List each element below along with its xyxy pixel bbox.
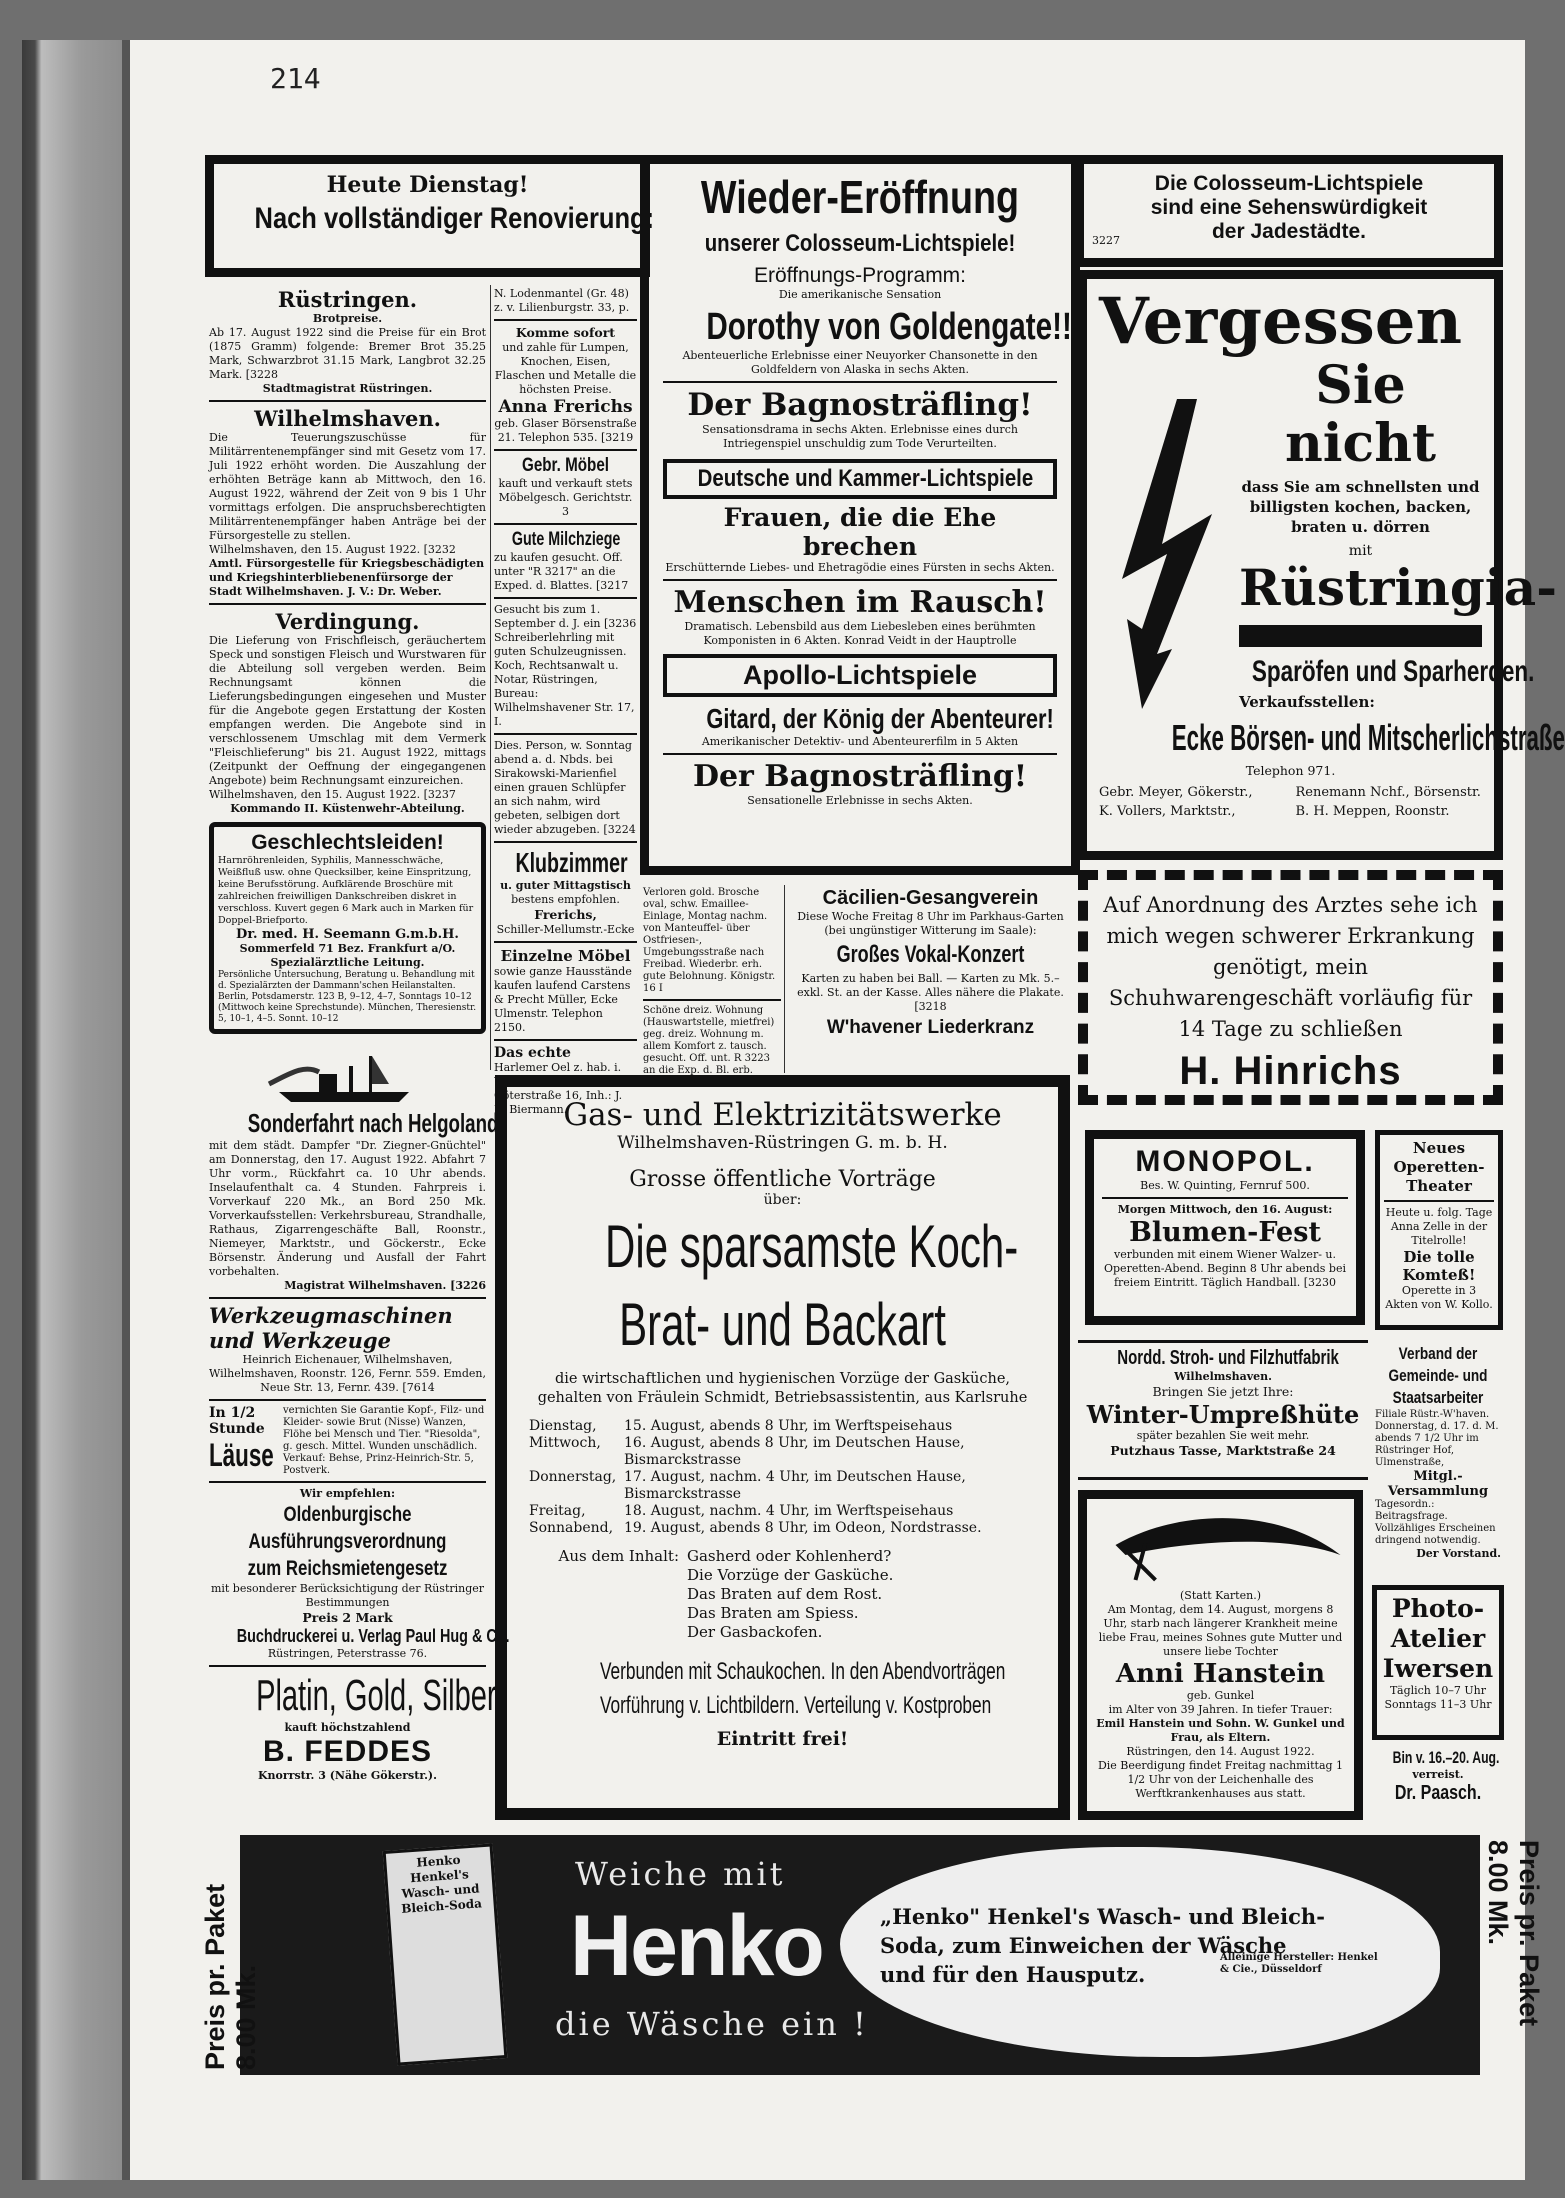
- notice-title: Wilhelmshaven.: [254, 406, 441, 431]
- vergessen-title: Vergessen: [1099, 284, 1462, 359]
- notice-sign: Amtl. Fürsorgestelle für Kriegsbeschädigten und Kriegshinterbliebenenfürsorge der Stadt Wilhelmshaven. J. V.: Dr. Weber.: [209, 557, 485, 598]
- notice-date: Wilhelmshaven, den 15. August 1922. [3237: [209, 788, 456, 801]
- union-meeting: Mitgl.-Versammlung: [1387, 1469, 1489, 1499]
- with-word: mit: [1348, 543, 1373, 559]
- operetta-text: Heute u. folg. Tage Anna Zelle in der Titelrolle!: [1385, 1206, 1493, 1247]
- classifieds-block: [640, 885, 785, 1076]
- sellers-label: Verkaufsstellen:: [1239, 693, 1375, 711]
- hat-place: Wilhelmshaven.: [1174, 1370, 1272, 1383]
- henko-maker: Alleinige Hersteller: Henkel & Cie., Düsseldorf: [1220, 1952, 1378, 1975]
- film-description: Dramatisch. Lebensbild aus dem Liebesleben eines berühmten Komponisten in 6 Akten. Konrad Veidt in der Hauptrolle: [684, 620, 1036, 647]
- steamship-icon: [209, 1044, 486, 1104]
- hat-item: Winter-Umpreßhüte: [1086, 1400, 1360, 1429]
- studio-title: Photo-: [1391, 1594, 1485, 1623]
- away-sub: verreist.: [1412, 1768, 1464, 1781]
- choir-sign: W'havener Liederkranz: [826, 1017, 1035, 1038]
- gas-headline: Brat- und Backart: [619, 1291, 946, 1358]
- henko-bottom: die Wäsche ein !: [555, 2005, 869, 2043]
- operetta-title: Neues Operetten-Theater: [1393, 1139, 1485, 1195]
- book-text: mit besonderer Berücksichtigung der Rüstringer Bestimmungen: [210, 1582, 485, 1609]
- classified: N. Lodenmantel (Gr. 48) z. v. Lilienburgstr. 33, p.: [494, 287, 630, 314]
- monopol-ad: [1085, 1130, 1365, 1325]
- renovation-line: Nach vollständiger Renovierung:: [254, 202, 655, 235]
- colosseum-line: sind eine Sehenswürdigkeit: [1150, 196, 1428, 219]
- contents-list: [687, 1547, 893, 1642]
- obituary-age: im Alter von 39 Jahren. In tiefer Trauer:: [1108, 1703, 1333, 1716]
- schedule-row: [529, 1469, 1036, 1503]
- obituary-born: geb. Gunkel: [1186, 1689, 1255, 1702]
- obituary-family: Emil Hanstein und Sohn. W. Gunkel und Frau, als Eltern.: [1096, 1717, 1345, 1744]
- classified: Schiller-Mellumstr.-Ecke: [496, 923, 635, 936]
- film-description: Sensationelle Erlebnisse in sechs Akten.: [747, 794, 973, 807]
- notice-subtitle: Brotpreise.: [312, 312, 383, 325]
- cinema-reopening-ad: [640, 155, 1080, 875]
- clinic-lead: Spezialärztliche Leitung.: [270, 956, 425, 969]
- henko-top: Weiche mit: [575, 1855, 786, 1893]
- hinrichs-name: H. Hinrichs: [1179, 1049, 1402, 1093]
- publisher-address: Rüstringen, Peterstrasse 76.: [267, 1647, 428, 1660]
- sensation-line: Die amerikanische Sensation: [778, 288, 942, 301]
- lecture-schedule: [529, 1418, 1036, 1537]
- classified: Harlemer Oel z. hab. i. Wilhelmsh. Sanitätshaus Göterstraße 16, Inh.: J. K. Biermann.: [494, 1061, 632, 1116]
- union-text: Tagesordn.: Beitragsfrage. Vollzähliges Erscheinen dringend notwendig.: [1375, 1499, 1496, 1546]
- film-title: Der Bagnosträfling!: [692, 759, 1028, 794]
- hat-footer: Putzhaus Tasse, Marktstraße 24: [1110, 1443, 1336, 1458]
- studio-title: Iwersen: [1382, 1654, 1494, 1683]
- colosseum-line: der Jadestädte.: [1211, 220, 1367, 243]
- doctor-away-notice: [1372, 1745, 1504, 1823]
- middle-column: [490, 285, 640, 1116]
- schedule-row: [529, 1418, 1036, 1435]
- monopol-fest: Blumen-Fest: [1129, 1217, 1321, 1248]
- seller: B. H. Meppen, Roonstr.: [1295, 804, 1450, 819]
- schedule-day: Dienstag,: [529, 1418, 597, 1434]
- notice-date: Wilhelmshaven, den 15. August 1922. [3232: [209, 543, 456, 556]
- union-ad: [1372, 1340, 1504, 1575]
- notice-sign: Stadtmagistrat Rüstringen.: [262, 382, 433, 395]
- palm-frond-icon: [1095, 1505, 1346, 1585]
- left-column: [205, 285, 510, 1840]
- obituary: [1078, 1490, 1363, 1820]
- vergessen-text: dass Sie am schnellsten und billigsten kochen, backen, braten u. dörren: [1241, 478, 1480, 536]
- studio-hours: Sonntags 11–3 Uhr: [1384, 1698, 1492, 1711]
- contents-item: Gasherd oder Kohlenherd?: [687, 1547, 892, 1565]
- photo-studio-ad: [1372, 1585, 1504, 1740]
- monopol-text: verbunden mit einem Wiener Walzer- u. Operetten-Abend. Beginn 8 Uhr abends bei freiem Eintritt. Täglich Handball. [3230: [1104, 1248, 1346, 1289]
- clinic-doctor: Dr. med. H. Seemann G.m.b.H.: [236, 927, 459, 942]
- hat-text: Bringen Sie jetzt Ihre:: [1152, 1384, 1294, 1399]
- monopol-owner: Bes. W. Quinting, Fernruf 500.: [1140, 1179, 1310, 1192]
- classified: zu kaufen gesucht. Off. unter "R 3217" an die Exped. d. Blattes. [3217: [494, 551, 629, 592]
- union-title: Verband der Gemeinde- und Staatsarbeiter: [1388, 1344, 1488, 1407]
- gas-footer: Vorführung v. Lichtbildern. Verteilung v. Kostproben: [599, 1692, 992, 1719]
- film-title: Dorothy von Goldengate!!: [706, 306, 1072, 348]
- contents-item: Der Gasbackofen.: [687, 1623, 823, 1641]
- classified: sowie ganze Hausstände kaufen laufend Carstens & Precht Müller, Ecke Ulmenstr. Telephon 2150.: [494, 965, 632, 1034]
- gas-text: die wirtschaftlichen und hygienischen Vorzüge der Gasküche, gehalten von Fräulein Schmidt, Betriebsassistentin, aus Karlsruhe: [537, 1371, 1028, 1406]
- tools-title: Werkzeugmaschinen: [209, 1303, 453, 1328]
- reopening-headline: Wieder-Eröffnung: [700, 171, 1020, 223]
- reopening-sub: unserer Colosseum-Lichtspiele!: [704, 230, 1016, 257]
- lice-head: In 1/2 Stunde: [209, 1405, 265, 1437]
- notice-text: Die Lieferung von Frischfleisch, geräuchertem Speck und sonstigen Fleisch und Wurstwaren für die Abteilung soll vergeben werden. Beim Rechnungsamt können die Lieferungsbedingungen eingesehen und Muster für die Angebote gegen Erstattung der Kosten empfangen werden. Die Angebote sind in verschlossenem Umschlag mit dem Vermerk "Fleischlieferung" bis 21. August 1922, mittags (Zeitpunkt der Oeffnung der eingegangenen Angebote) beim Rechnungsamt einzureichen.: [209, 634, 486, 787]
- clinic-place: Sommerfeld 71 Bez. Frankfurt a/O.: [239, 942, 456, 955]
- clinic-ad: [209, 822, 486, 1034]
- away-name: Dr. Paasch.: [1394, 1782, 1482, 1804]
- clinic-title: Geschlechtsleiden!: [251, 831, 444, 854]
- choir-text: Diese Woche Freitag 8 Uhr im Parkhaus-Garten (bei ungünstiger Witterung im Saale):: [797, 910, 1064, 937]
- vergessen-ad: [1078, 270, 1565, 860]
- film-description: Amerikanischer Detektiv- und Abenteurerfilm in 5 Akten: [701, 735, 1019, 748]
- film-description: Abenteuerliche Erlebnisse einer Neuyorker Chansonette in den Goldfeldern von Alaska in sechs Akten.: [682, 349, 1038, 376]
- monopol-line: Morgen Mittwoch, den 16. August:: [1117, 1203, 1333, 1216]
- notice-title: Rüstringen.: [277, 287, 418, 312]
- schedule-row: [529, 1435, 1036, 1469]
- classified-head: Komme sofort: [515, 325, 616, 340]
- ad-code: 3227: [1092, 234, 1120, 247]
- phone: Telephon 971.: [1245, 763, 1336, 778]
- classified: und zahle für Lumpen, Knochen, Eisen, Flaschen und Metalle die höchsten Preise.: [494, 341, 637, 396]
- notice-title: Verdingung.: [275, 609, 420, 634]
- gas-works-ad: [495, 1075, 1070, 1820]
- choir-title: Cäcilien-Gesangverein: [822, 887, 1039, 909]
- studio-hours: Täglich 10–7 Uhr: [1389, 1684, 1486, 1697]
- book-price: Preis 2 Mark: [302, 1610, 393, 1625]
- film-title: Menschen im Rausch!: [673, 585, 1047, 620]
- contents-item: Das Braten am Spiess.: [687, 1604, 859, 1622]
- film-title: Frauen, die die Ehe brechen: [723, 503, 997, 561]
- lice-text: vernichten Sie Garantie Kopf-, Filz- und Kleider- sowie Brut (Nisse) Wanzen, Flöhe bei Mensch und Tier. "Riesolda", g. gesch. Mittel. Wunden unschädlich. Verkauf: Behse, Prinz-Heinrich-Str. 5, Postverk.: [283, 1405, 485, 1476]
- classified: kauft und verkauft stets Möbelgesch. Gerichtstr. 3: [498, 477, 633, 518]
- hat-title: Nordd. Stroh- und Filzhutfabrik: [1117, 1347, 1339, 1369]
- henko-text: „Henko" Henkel's Wasch- und Bleich-: [880, 1904, 1325, 1929]
- classified-head: Einzelne Möbel: [500, 947, 631, 965]
- lightning-bolt-icon: [1117, 394, 1227, 714]
- feddes-name: B. FEDDES: [262, 1735, 433, 1768]
- gas-title: Gas- und Elektrizitätswerke: [563, 1097, 1002, 1133]
- notice-text: Die Teuerungszuschüsse für Militärrentenempfänger sind mit Gesetz vom 17. Juli 1922 erhöht worden. Die Auszahlung der erhöhten Beträge kann ab Mittwoch, den 16. August 1922, während der Zeit von 9 bis 1 Uhr vormittags erfolgen. Die anspruchsberechtigten Militärrentenempfänger haben Anträge bei der Fürsorgestelle zu stellen.: [209, 431, 486, 542]
- schedule-row: [529, 1520, 1036, 1537]
- page-number: 214: [270, 62, 321, 95]
- clinic-text: Harnröhrenleiden, Syphilis, Mannesschwäche, Weißfluß usw. ohne Quecksilber, keine Einspritzung, keine Berufsstörung. Aufklärende Broschüre mit zahlreichen freiwilligen Dankschreiben diskret in verschloss. Kuvert gegen 6 Mark auch in Marken für Doppel-Briefporto.: [218, 855, 474, 926]
- gas-sub: Wilhelmshaven-Rüstringen G. m. b. H.: [617, 1133, 948, 1153]
- seller: K. Vollers, Marktstr.,: [1099, 804, 1236, 819]
- classified: Schöne dreiz. Wohnung (Hauswartstelle, mietfrei) geg. dreiz. Wohnung m. allem Komfort z. tausch. gesucht. Off. unt. R 3223 an die Exp. d. Bl. erb.: [643, 1005, 775, 1076]
- film-title: Der Bagnosträfling!: [687, 387, 1033, 423]
- henko-leaf: [840, 1847, 1440, 2057]
- notice-text: Ab 17. August 1922 sind die Preise für ein Brot (1875 Gramm) folgende: Bremer Brot 35.25 Mark, Schwarzbrot 31.15 Mark, Langbrot 32.25 Mark. [3228: [209, 326, 486, 381]
- obituary-footer: Die Beerdigung findet Freitag nachmittag 1 1/2 Uhr von der Leichenhalle des Werftkrankenhauses aus statt.: [1097, 1759, 1344, 1800]
- lice-word: Läuse: [209, 1437, 274, 1473]
- away-line: Bin v. 16.–20. Aug.: [1392, 1748, 1500, 1767]
- monopol-title: MONOPOL.: [1135, 1145, 1315, 1178]
- gas-footer: Verbunden mit Schaukochen. In den Abendvorträgen: [599, 1658, 1006, 1685]
- classified-head: Gebr. Möbel: [522, 455, 609, 476]
- book-spine: [22, 40, 130, 2180]
- admission: Eintritt frei!: [716, 1728, 849, 1750]
- seller: Gebr. Meyer, Gökerstr.,: [1099, 785, 1253, 800]
- film-title: Gitard, der König der Abenteurer!: [706, 703, 1054, 734]
- obituary-note: (Statt Karten.): [1180, 1589, 1261, 1602]
- publisher: Buchdruckerei u. Verlag Paul Hug & Co.: [236, 1626, 510, 1646]
- schedule-day: Sonnabend,: [529, 1520, 614, 1536]
- operetta-text: Operette in 3 Akten von W. Kollo.: [1385, 1284, 1493, 1311]
- hat-text: später bezahlen Sie weit mehr.: [1136, 1429, 1310, 1442]
- obituary-text: Am Montag, dem 14. August, morgens 8 Uhr, starb nach längerer Krankheit meine liebe Frau, meines Sohnes gute Mutter und unsere liebe Tochter: [1098, 1603, 1343, 1658]
- tools-title: und Werkzeuge: [209, 1328, 391, 1353]
- seller: Renemann Nchf., Börsenstr.: [1295, 785, 1481, 800]
- choir-ad: [788, 885, 1073, 1073]
- henko-text: und für den Hausputz.: [880, 1962, 1146, 1987]
- henko-price-right: Preis pr. Paket 8.00 Mk.: [1483, 1840, 1544, 2027]
- union-text: Filiale Rüstr.-W'haven. Donnerstag, d. 17. d. M. abends 7 1/2 Uhr im Rüstringer Hof, Ulmenstraße,: [1375, 1409, 1499, 1468]
- product-line: Sparöfen und Sparherden.: [1251, 655, 1535, 688]
- schedule-detail: 16. August, abends 8 Uhr, im Deutschen Hause, Bismarckstrasse: [624, 1435, 965, 1468]
- schedule-day: Freitag,: [529, 1503, 586, 1519]
- schedule-detail: 15. August, abends 8 Uhr, im Werftspeisehaus: [624, 1418, 953, 1434]
- classified-name: Frerichs,: [534, 907, 597, 922]
- concert-title: Großes Vokal-Konzert: [836, 941, 1025, 968]
- film-description: Sensationsdrama in sechs Akten. Erlebnisse eines durch Intriegenspiel unschuldig zum Tode Verurteilten.: [702, 423, 1018, 450]
- henko-text: Soda, zum Einweichen der Wäsche: [880, 1933, 1287, 1958]
- today-line: Heute Dienstag!: [326, 172, 529, 198]
- henko-price-left: Preis pr. Paket 8.00 Mk.: [200, 1883, 261, 2070]
- contents-item: Das Braten auf dem Rost.: [687, 1585, 883, 1603]
- book-title: Oldenburgische Ausführungsverordnung zum Reichsmietengesetz: [247, 1503, 448, 1580]
- henko-ad: [240, 1835, 1480, 2075]
- about: über:: [763, 1192, 802, 1208]
- choir-text: Karten zu haben bei Ball. — Karten zu Mk. 5.– exkl. St. an der Kasse. Alles nähere die Plakate. [3218: [797, 972, 1064, 1013]
- film-description: Erschütternde Liebes- und Ehetragödie eines Fürsten in sechs Akten.: [665, 561, 1055, 574]
- brand-name: Rüstringia-: [1239, 558, 1557, 617]
- classified-head: Klubzimmer: [515, 847, 628, 878]
- classified: Dies. Person, w. Sonntag abend a. d. Nbds. bei Sirakowski-Marienfiel einen grauen Schlüpfer an sich nahm, wird gebeten, selbigen dort wieder abzugeben. [3224: [494, 739, 636, 836]
- hinrichs-text: Auf Anordnung des Arztes sehe ich mich wegen schwerer Erkrankung genötigt, mein Schuhwarengeschäft vorläufig für 14 Tage zu schließen: [1103, 893, 1478, 1041]
- henko-brand: Henko: [570, 1898, 823, 1994]
- operetta-ad: [1375, 1130, 1503, 1330]
- hinrichs-ad: [1078, 870, 1503, 1105]
- cinema-name: Deutsche und Kammer-Lichtspiele: [697, 465, 1034, 492]
- classified-head: Gute Milchziege: [511, 529, 621, 550]
- cinema-name: Apollo-Lichtspiele: [742, 660, 977, 690]
- classified-name: Anna Frerichs: [498, 397, 633, 417]
- studio-title: Atelier: [1390, 1624, 1486, 1653]
- notice-sign: Kommando II. Küstenwehr-Abteilung.: [230, 802, 465, 815]
- colosseum-banner: [1075, 155, 1503, 267]
- schedule-row: [529, 1503, 1036, 1520]
- divider-bar: [1239, 625, 1482, 647]
- classified: Verloren gold. Brosche oval, schw. Emaillee-Einlage, Montag nachm. von Manteuffel- über Ostfriesen-, Umgebungsstraße nach Freibad. Wiederbr. erh. gute Belohnung. Königstr. 16 I: [643, 887, 776, 994]
- schedule-day: Mittwoch,: [529, 1435, 601, 1451]
- contents-label: Aus dem Inhalt:: [558, 1547, 679, 1565]
- recommend-head: Wir empfehlen:: [299, 1487, 396, 1500]
- vergessen-subtitle: Sie nicht: [1284, 355, 1437, 474]
- obituary-name: Anni Hanstein: [1115, 1659, 1326, 1689]
- schedule-detail: 18. August, nachm. 4 Uhr, im Werftspeisehaus: [624, 1503, 954, 1519]
- lecture-title: Grosse öffentliche Vorträge: [629, 1167, 936, 1192]
- obituary-date: Rüstringen, den 14. August 1922.: [1126, 1745, 1315, 1758]
- schedule-detail: 19. August, abends 8 Uhr, im Odeon, Nordstrasse.: [624, 1520, 982, 1536]
- package-label: Henko Henkel's Wasch- und Bleich-Soda: [400, 1852, 483, 1916]
- reopening-banner: [205, 155, 655, 277]
- feddes-title: Platin, Gold, Silber: [256, 1671, 497, 1720]
- classified: u. guter Mittagstisch: [500, 879, 631, 892]
- schedule-day: Donnerstag,: [529, 1469, 617, 1485]
- excursion-title: Sonderfahrt nach Helgoland: [247, 1108, 499, 1138]
- schedule-detail: 17. August, nachm. 4 Uhr, im Deutschen Hause, Bismarckstrasse: [624, 1469, 966, 1502]
- excursion-text: mit dem städt. Dampfer "Dr. Ziegner-Gnüchtel" am Donnerstag, den 17. August 1922. Abfahrt 7 Uhr vorm., Rückfahrt ca. 10 Uhr abends. Inselaufenthalt ca. 4 Stunden. Fahrpreis i. Vorverkauf 220 Mk., an Bord 250 Mk. Vorverkaufsstellen: Verkehrsbureau, Strandhalle, Rathaus, Zigarrengeschäfte Ball, Roonstr., Niemeyer, Marktstr., und Göckerstr., Ecke Börsenstr. Änderung und Ausfall der Fahrt vorbehalten.: [209, 1139, 486, 1278]
- union-sign: Der Vorstand.: [1416, 1547, 1501, 1560]
- seller-address: Ecke Börsen- und Mitscherlichstraße: [1171, 717, 1565, 758]
- feddes-sub: kauft höchstzahlend: [284, 1721, 411, 1734]
- henko-package: [383, 1843, 508, 2065]
- contents-item: Die Vorzüge der Gasküche.: [687, 1566, 894, 1584]
- tools-text: Heinrich Eichenauer, Wilhelmshaven, Wilhelmshaven, Roonstr. 126, Fernr. 559. Emden, Neue Str. 13, Fernr. 439. [7614: [209, 1353, 486, 1394]
- program-title: Eröffnungs-Programm:: [753, 264, 967, 287]
- gas-headline: Die sparsamste Koch-: [605, 1213, 1019, 1280]
- excursion-sign: Magistrat Wilhelmshaven. [3226: [284, 1279, 486, 1292]
- feddes-address: Knorrstr. 3 (Nähe Gökerstr.).: [258, 1769, 437, 1782]
- operetta-play: Die tolle Komteß!: [1402, 1248, 1476, 1284]
- classified: Gesucht bis zum 1. September d. J. ein [3236 Schreiberlehrling mit guten Schulzeugnissen. Koch, Rechtsanwalt u. Notar, Rüstringen, Bureau: Wilhelmshavener Str. 17, I.: [494, 603, 637, 728]
- clinic-text: Persönliche Untersuchung, Beratung u. Behandlung mit d. Spezialärzten der Dammann'schen Heilanstalten. Berlin, Potsdamerstr. 123 B, 9–12, 4–7, Sonntags 10–12 (Mittwoch keine Sprechstunde). München, Theresienstr. 5, 10–1, 4–5. Sonnt. 10–12: [218, 970, 477, 1024]
- classified-head: Das echte: [494, 1045, 571, 1061]
- hat-factory-ad: [1078, 1340, 1368, 1480]
- colosseum-line: Die Colosseum-Lichtspiele: [1154, 172, 1424, 195]
- classified: geb. Glaser Börsenstraße 21. Telephon 535. [3219: [494, 417, 637, 444]
- classified: bestens empfohlen.: [511, 893, 620, 906]
